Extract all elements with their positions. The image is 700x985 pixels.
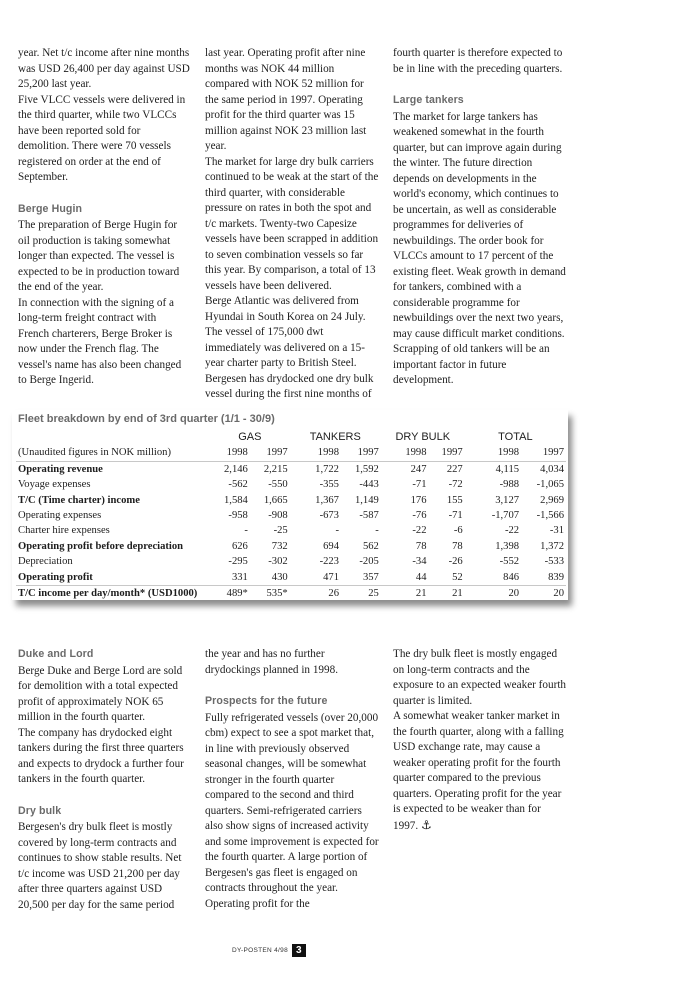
table-cell: -673 <box>319 510 339 522</box>
table-cell: 20 <box>553 588 564 600</box>
paragraph: The market for large dry bulk carriers continued to be weak at the start of the third quarter, with considerable pressure on rates in both the spot and t/c markets. Twenty-two Capesize vessels have been scrapped in addition to seven combination vessels so far this year. By comparison, a total of 13 vessels have been delivered. <box>205 155 379 292</box>
table-cell: -1,566 <box>536 510 564 522</box>
paragraph: fourth quarter is therefore expected to be in line with the preceding quarters. <box>393 47 563 75</box>
row-label: Voyage expenses <box>18 479 91 491</box>
year-cell: 1998 <box>210 445 250 461</box>
year-cell: 1997 <box>250 445 290 461</box>
row-label: Operating profit before depreciation <box>18 540 184 552</box>
table-row <box>16 539 566 554</box>
section-heading-large-tankers: Large tankers <box>393 94 464 106</box>
table-cell: -22 <box>504 525 520 537</box>
table-cell: 1,398 <box>495 540 520 552</box>
table-cell: 1,722 <box>315 463 339 475</box>
table-cell: 357 <box>341 570 381 586</box>
table-cell: -71 <box>448 510 463 522</box>
table-cell: 4,034 <box>540 463 564 475</box>
row-label: Charter hire expenses <box>18 525 110 537</box>
table-cell: 1,149 <box>354 494 379 506</box>
table-cell: -6 <box>453 525 463 537</box>
table-cell: -1,065 <box>536 479 564 491</box>
section-heading-prospects: Prospects for the future <box>205 695 328 707</box>
table-cell: 44 <box>381 570 429 586</box>
paragraph: last year. Operating profit after nine months was NOK 44 million compared with NOK 52 million for the same period in 1997. Operating profit for the third quarter was 15 million against NOK 23 million last year. <box>205 47 367 152</box>
table-cell: 26 <box>328 588 339 600</box>
table-cell: -71 <box>412 479 427 491</box>
paragraph: The company has drydocked eight tankers during the first three quarters and expects to drydock a further four tankers in the fourth quarter. <box>18 726 184 785</box>
table-cell: 846 <box>465 570 521 586</box>
section-heading-dry-bulk: Dry bulk <box>18 804 62 817</box>
group-header-gas: GAS <box>238 431 262 443</box>
table-cell: -552 <box>499 556 520 568</box>
paragraph: The dry bulk fleet is mostly engaged on long-term contracts and the exposure to an expected weaker fourth quarter is limited. <box>393 648 567 707</box>
table-cell: -562 <box>228 479 248 491</box>
table-cell: - <box>335 525 339 537</box>
table-row <box>16 461 566 477</box>
year-cell: 1997 <box>429 445 465 461</box>
table-cell: -76 <box>412 510 427 522</box>
table-note: (Unaudited figures in NOK million) <box>16 445 210 461</box>
bottom-column-2 <box>205 647 379 912</box>
table-row <box>16 570 566 586</box>
top-column-3 <box>393 46 569 389</box>
paragraph: The preparation of Berge Hugin for oil production is taking somewhat longer than expected. The vessel is expected to be in production toward the end of the year. <box>18 219 180 293</box>
paragraph: Berge Atlantic was delivered from Hyundai in South Korea on 24 July. The vessel of 175,000 dwt immediately was delivered on a 15-year charter party to British Steel. <box>205 295 366 369</box>
table-cell: -533 <box>544 556 564 568</box>
table-cell: -302 <box>268 556 288 568</box>
table-cell: 2,146 <box>224 463 248 475</box>
table-cell: 694 <box>323 540 339 552</box>
table-cell: -34 <box>412 556 427 568</box>
table-cell: -31 <box>549 525 564 537</box>
section-heading-duke-and-lord: Duke and Lord <box>18 648 94 660</box>
table-cell: -72 <box>448 479 463 491</box>
table-cell: 2,969 <box>540 494 564 506</box>
table-cell: 1,592 <box>354 463 379 475</box>
table-cell: 430 <box>250 570 290 586</box>
bottom-column-3 <box>393 647 567 834</box>
year-cell: 1997 <box>341 445 381 461</box>
table-cell: 1,367 <box>315 494 339 506</box>
table-cell: 331 <box>210 570 250 586</box>
table-row <box>16 554 566 569</box>
table-cell: -550 <box>268 479 288 491</box>
table-cell: -295 <box>228 556 248 568</box>
table-group-header-row <box>16 430 566 445</box>
row-label: T/C (Time charter) income <box>18 494 140 506</box>
table-cell: 3,127 <box>495 494 520 506</box>
page-footer <box>232 943 306 957</box>
paragraph: the year and has no further drydockings planned in 1998. <box>205 648 338 676</box>
table-cell: 489* <box>226 588 248 600</box>
table-cell: 78 <box>415 540 427 552</box>
table-cell: -223 <box>319 556 339 568</box>
table-cell: 535* <box>266 588 288 600</box>
table-row <box>16 477 566 492</box>
table-cell: 1,665 <box>263 494 288 506</box>
table-cell: 25 <box>368 588 379 600</box>
row-label: Operating expenses <box>18 510 102 522</box>
table-cell: -25 <box>273 525 288 537</box>
table-cell: 155 <box>446 494 463 506</box>
table-row <box>16 586 566 602</box>
end-mark-icon: ⚓ <box>420 817 432 832</box>
paragraph <box>393 709 567 834</box>
table-cell: 839 <box>521 570 566 586</box>
table-cell: 78 <box>452 540 463 552</box>
table-cell: 247 <box>410 463 427 475</box>
table-cell: - <box>375 525 379 537</box>
table-cell: -26 <box>448 556 463 568</box>
fleet-breakdown-table-block <box>12 410 568 600</box>
table-cell: 52 <box>429 570 465 586</box>
table-cell: 21 <box>452 588 463 600</box>
page-number: 3 <box>292 944 306 957</box>
table-cell: 2,215 <box>263 463 288 475</box>
top-column-1 <box>18 46 190 389</box>
fleet-breakdown-table <box>16 430 566 601</box>
group-header-total: TOTAL <box>498 431 533 443</box>
year-cell: 1998 <box>465 445 521 461</box>
table-cell: 4,115 <box>495 463 520 475</box>
paragraph: Bergesen's dry bulk fleet is mostly covered by long-term contracts and continues to show stable results. Net t/c income was USD 21,200 per day after three quarters against USD 20,500 per day for the same period <box>18 821 182 911</box>
table-cell: 562 <box>362 540 379 552</box>
table-cell: -355 <box>319 479 339 491</box>
table-cell: -908 <box>268 510 288 522</box>
group-header-dry-bulk: DRY BULK <box>395 431 451 443</box>
paragraph: year. Net t/c income after nine months was USD 26,400 per day against USD 25,200 last year. <box>18 47 190 90</box>
bottom-column-1 <box>18 647 192 913</box>
table-cell: 227 <box>446 463 463 475</box>
table-cell: 626 <box>231 540 248 552</box>
table-year-row <box>16 445 566 461</box>
table-cell: -22 <box>412 525 427 537</box>
paragraph: Five VLCC vessels were delivered in the third quarter, while two VLCCs have been reported sold for demolition. There were 70 vessels registered on order at the end of September. <box>18 93 186 183</box>
table-cell: 732 <box>271 540 288 552</box>
table-cell: -988 <box>499 479 520 491</box>
table-row <box>16 493 566 508</box>
year-cell: 1998 <box>290 445 341 461</box>
table-cell: -1,707 <box>491 510 520 522</box>
top-column-2 <box>205 46 379 403</box>
row-label: Depreciation <box>18 556 73 568</box>
table-row <box>16 523 566 538</box>
table-cell: -205 <box>359 556 379 568</box>
table-cell: -443 <box>359 479 379 491</box>
table-cell: 1,584 <box>224 494 248 506</box>
table-cell: 1,372 <box>540 540 564 552</box>
table-cell: -587 <box>359 510 379 522</box>
row-label: Operating profit <box>16 570 210 586</box>
table-cell: 21 <box>415 588 427 600</box>
table-cell: 20 <box>508 588 520 600</box>
paragraph: The market for large tankers has weakened somewhat in the fourth quarter, but can improve again during the winter. The future direction depends on developments in the world's economy, which continues to be uncertain, as well as considerable programmes for deliveries of newbuildings. The order book for VLCCs amount to 17 percent of the existing fleet. Weak growth in demand for tankers, combined with a considerable programme for newbuildings over the next two years, may cause difficult market conditions. Scrapping of old tankers will be an important factor in future development. <box>393 110 566 386</box>
year-cell: 1997 <box>521 445 566 461</box>
row-label: T/C income per day/month* (USD1000) <box>18 588 198 600</box>
paragraph: Fully refrigerated vessels (over 20,000 cbm) expect to see a spot market that, in line with previously observed seasonal changes, will be somewhat stronger in the fourth quarter compared to the second and third quarters. Semi-refrigerated carriers also show signs of increased activity and some improvement is expected for the fourth quarter. A large portion of Bergesen's gas fleet is engaged on contracts throughout the year. Operating profit for the <box>205 711 379 910</box>
paragraph-text: A somewhat weaker tanker market in the fourth quarter, along with a falling USD exchange rate, may cause a weaker operating profit for the fourth quarter compared to the previous quarters. Operating profit for the year is expected to be weaker than for 1997. <box>393 710 564 832</box>
year-cell: 1998 <box>381 445 429 461</box>
section-heading-berge-hugin: Berge Hugin <box>18 202 83 215</box>
table-cell: -958 <box>228 510 248 522</box>
paragraph: Berge Duke and Berge Lord are sold for demolition with a total expected profit of approximately NOK 65 million in the fourth quarter. <box>18 664 183 723</box>
table-cell: - <box>244 525 248 537</box>
table-cell: 176 <box>410 494 427 506</box>
table-cell: 471 <box>290 570 341 586</box>
row-label: Operating revenue <box>18 463 103 475</box>
paragraph: In connection with the signing of a long-term freight contract with French charterers, Berge Broker is now under the French flag. The vessel's name has also been changed to Berge Ingerid. <box>18 296 182 386</box>
group-header-tankers: TANKERS <box>309 431 361 443</box>
table-title: Fleet breakdown by end of 3rd quarter (1/1 - 30/9) <box>18 413 275 425</box>
footer-publication: DY-POSTEN 4/98 <box>232 946 288 954</box>
table-row <box>16 508 566 523</box>
paragraph: Bergesen has drydocked one dry bulk vessel during the first nine months of <box>205 372 374 400</box>
